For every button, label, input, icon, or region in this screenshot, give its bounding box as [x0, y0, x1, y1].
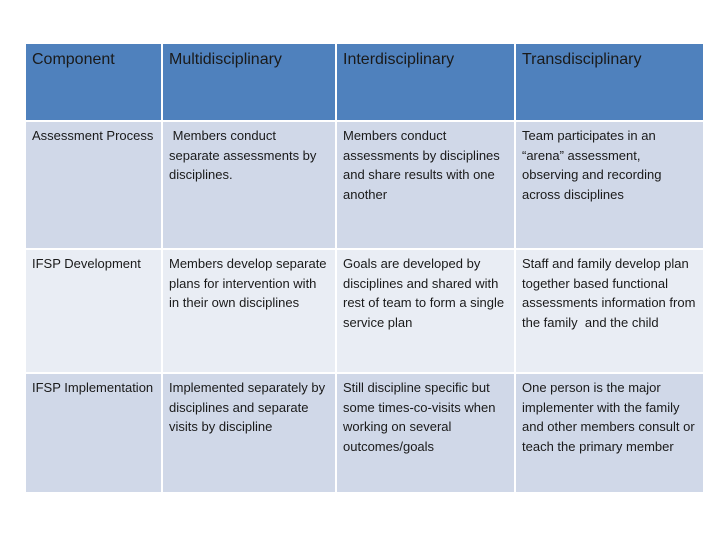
header-component-label: Component	[32, 51, 115, 68]
table-row-ifsp-implementation	[25, 373, 704, 493]
header-transdisciplinary	[515, 43, 704, 121]
cell-interdisciplinary: Still discipline specific but some times-co-visits when working on several outcomes/goals	[336, 373, 515, 493]
table-header-row	[25, 43, 704, 121]
cell-multidisciplinary: Implemented separately by disciplines and separate visits by discipline	[162, 373, 336, 493]
table-row-ifsp-development	[25, 249, 704, 373]
cell-multidisciplinary: Members develop separate plans for intervention with in their own disciplines	[162, 249, 336, 373]
header-interdisciplinary-label: Interdisciplinary	[343, 51, 455, 68]
header-transdisciplinary-label: Transdisciplinary	[522, 51, 642, 68]
cell-interdisciplinary: Goals are developed by disciplines and shared with rest of team to form a single service plan	[336, 249, 515, 373]
header-multidisciplinary	[162, 43, 336, 121]
cell-transdisciplinary: Staff and family develop plan together based functional assessments information from the family and the child	[515, 249, 704, 373]
cell-transdisciplinary: Team participates in an “arena” assessment, observing and recording across disciplines	[515, 121, 704, 249]
header-component	[25, 43, 162, 121]
team-models-comparison-table	[24, 42, 705, 494]
cell-interdisciplinary: Members conduct assessments by disciplines and share results with one another	[336, 121, 515, 249]
cell-multidisciplinary: Members conduct separate assessments by disciplines.	[162, 121, 336, 249]
cell-component: IFSP Development	[25, 249, 162, 373]
header-interdisciplinary	[336, 43, 515, 121]
table-row-assessment-process	[25, 121, 704, 249]
cell-component: Assessment Process	[25, 121, 162, 249]
cell-component: IFSP Implementation	[25, 373, 162, 493]
cell-transdisciplinary: One person is the major implementer with the family and other members consult or teach the primary member	[515, 373, 704, 493]
header-multidisciplinary-label: Multidisciplinary	[169, 51, 282, 68]
